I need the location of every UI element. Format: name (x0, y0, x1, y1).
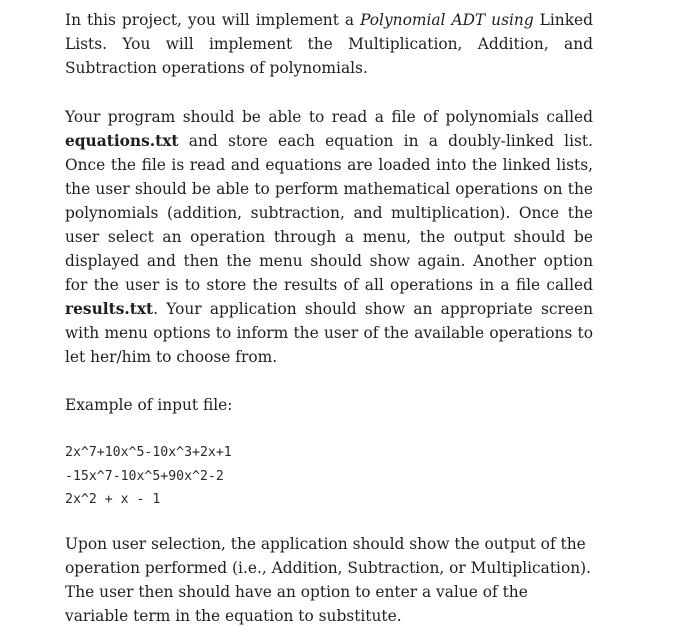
equations-filename: equations.txt (65, 132, 179, 150)
intro-text-start: In this project, you will implement a (65, 11, 361, 29)
requirements-paragraph (65, 105, 593, 369)
example-label: Example of input file: (65, 396, 233, 414)
requirements-text-middle: and store each equation in a doubly-linked list. Once the file is read and equations are loaded into the linked lists, the user should be able to perform mathematical operations on the polynomials (addition, subtraction, and multiplication). Once the user select an operation through a menu, the output should be displayed and then the menu should show again. Another option for the user is to store the results of all operations in a file called (65, 132, 593, 294)
requirements-text-start: Your program should be able to read a file of polynomials called (65, 108, 593, 126)
selection-paragraph: Upon user selection, the application should show the output of the operation performed (i.e., Addition, Subtraction, or Multiplication). The user then should have an option to enter a value of the variable term in the equation to substitute. (65, 535, 592, 625)
requirements-text-end: . Your application should show an appropriate screen with menu options to inform the user of the available operations to let her/him to choose from. (65, 300, 593, 366)
intro-paragraph (65, 8, 593, 80)
intro-italic-polynomial-adt: Polynomial ADT (360, 11, 486, 29)
example-line-2: -15x^7-10x^5+90x^2-2 (65, 468, 224, 484)
intro-italic-using: using (485, 11, 534, 29)
results-filename: results.txt (65, 300, 154, 318)
intro-text-end: Linked Lists. You will implement the Multiplication, Addition, and Subtraction operations of polynomials. (65, 11, 593, 77)
example-line-3: 2x^2 + x - 1 (65, 492, 161, 507)
example-line-1: 2x^7+10x^5-10x^3+2x+1 (65, 445, 232, 460)
example-input-file-block (65, 441, 465, 512)
